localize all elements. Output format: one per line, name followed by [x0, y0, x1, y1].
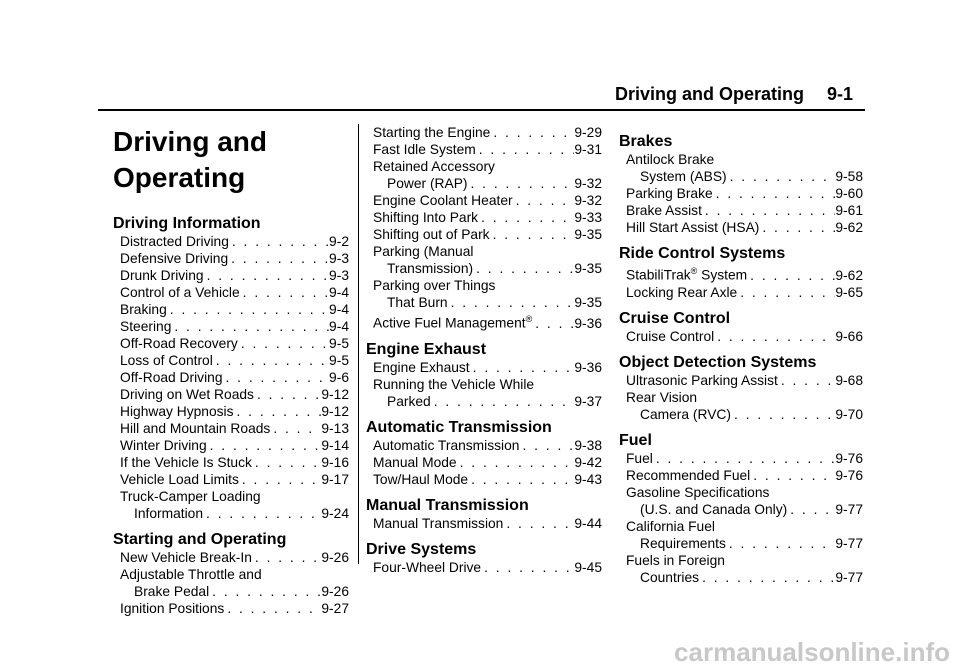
toc-entry-label: Antilock Brake — [626, 152, 715, 167]
dot-leader — [731, 406, 835, 423]
toc-entry-page: 9-43 — [574, 471, 602, 487]
toc-entry[interactable] — [373, 209, 602, 226]
toc-entry-continuation[interactable] — [120, 583, 349, 600]
section-heading: Engine Exhaust — [366, 340, 487, 358]
dot-leader — [270, 420, 321, 437]
toc-entry-label: Locking Rear Axle — [626, 284, 738, 300]
toc-entry-list — [373, 515, 602, 532]
toc-section-manual-transmission — [366, 496, 602, 532]
toc-entry[interactable] — [626, 151, 863, 168]
toc-entry-page: 9-76 — [835, 450, 863, 466]
toc-entry[interactable] — [120, 600, 349, 617]
toc-entry-page: 9-35 — [574, 295, 602, 310]
toc-entry-label: Retained Accessory — [373, 159, 495, 174]
toc-entry-page: 9-44 — [574, 515, 602, 531]
dot-leader — [714, 328, 835, 345]
toc-entry-page: 9-5 — [329, 353, 349, 368]
toc-section-driving-information — [113, 214, 349, 522]
toc-entry-page: 9-37 — [574, 393, 602, 409]
dot-leader — [240, 284, 329, 301]
dot-leader — [213, 352, 329, 369]
toc-entry-label: Off-Road Driving — [120, 370, 223, 385]
registered-mark: ® — [525, 314, 533, 324]
toc-entry-label: System (ABS) — [640, 169, 727, 184]
toc-entry-page: 9-70 — [835, 406, 863, 422]
toc-entry-page: 9-60 — [835, 186, 863, 201]
toc-entry[interactable] — [626, 185, 863, 202]
dot-leader — [727, 168, 836, 185]
dot-leader — [228, 250, 329, 267]
toc-entry-label: Adjustable Throttle and — [120, 567, 262, 582]
toc-section-engine-exhaust — [366, 340, 602, 410]
toc-entry-label: Hill Start Assist (HSA) — [626, 220, 760, 235]
toc-entry-continuation[interactable] — [120, 505, 349, 522]
toc-entry[interactable] — [373, 515, 602, 532]
toc-entry-label: Truck-Camper Loading — [120, 489, 261, 504]
toc-entry-page: 9-35 — [574, 227, 602, 242]
toc-entry-label: Manual Transmission — [373, 515, 504, 531]
toc-entry-label: Engine Coolant Heater — [373, 193, 513, 208]
toc-entry-page: 9-12 — [321, 404, 349, 419]
toc-entry-page: 9-62 — [835, 220, 863, 235]
section-heading: Drive Systems — [366, 540, 477, 558]
toc-entry[interactable] — [120, 250, 349, 267]
toc-entry[interactable] — [120, 403, 349, 420]
toc-entry-label: That Burn — [387, 295, 448, 310]
toc-entry-list — [626, 328, 863, 345]
toc-entry-list — [373, 559, 602, 576]
toc-entry[interactable] — [626, 552, 863, 569]
toc-entry-label: Parking Brake — [626, 186, 713, 201]
toc-entry[interactable] — [120, 566, 349, 583]
dot-leader — [490, 226, 575, 243]
toc-entry-label: Highway Hypnosis — [120, 404, 234, 419]
toc-entry-label: Running the Vehicle While — [373, 376, 535, 392]
toc-entry-page: 9-14 — [321, 438, 349, 453]
toc-entry-label: Power (RAP) — [387, 176, 468, 191]
toc-entry-list — [373, 124, 602, 332]
toc-entry[interactable] — [373, 359, 602, 376]
toc-entry-list — [373, 359, 602, 410]
toc-section-object-detection-systems — [619, 353, 863, 423]
toc-entry-continuation[interactable] — [626, 569, 863, 586]
toc-entry-list — [626, 372, 863, 423]
toc-entry-label: Hill and Mountain Roads — [120, 421, 271, 436]
toc-entry-page: 9-4 — [329, 285, 349, 300]
toc-entry-label: Manual Mode — [373, 454, 457, 470]
dot-leader — [778, 372, 836, 389]
toc-entry-label: Recommended Fuel — [626, 467, 751, 483]
toc-entry-label: Tow/Haul Mode — [373, 471, 469, 487]
toc-entry-page: 9-61 — [835, 203, 863, 218]
toc-entry-label: Four-Wheel Drive — [373, 559, 482, 575]
toc-entry-page: 9-65 — [835, 284, 863, 300]
toc-entry-page: 9-77 — [835, 535, 863, 551]
dot-leader — [759, 219, 835, 236]
toc-entry-continuation[interactable] — [626, 535, 863, 552]
chapter-title-line-2: Operating — [113, 162, 246, 193]
toc-entry-page: 9-2 — [329, 234, 349, 249]
toc-entry[interactable] — [626, 202, 863, 219]
toc-entry-page: 9-6 — [329, 370, 349, 385]
toc-entry-page: 9-77 — [835, 501, 863, 517]
toc-entry-label: Transmission) — [387, 261, 474, 276]
toc-entry-list — [373, 437, 602, 488]
toc-entry[interactable] — [626, 219, 863, 236]
toc-entry-label: Loss of Control — [120, 353, 213, 368]
toc-column-1 — [113, 124, 349, 617]
dot-leader — [747, 267, 835, 284]
toc-entry[interactable] — [373, 226, 602, 243]
toc-entry[interactable] — [373, 124, 602, 141]
toc-entry-label: Distracted Driving — [120, 234, 229, 249]
dot-leader — [481, 559, 574, 576]
toc-entry-label: Driving on Wet Roads — [120, 387, 254, 402]
toc-entry-page: 9-26 — [321, 584, 349, 599]
toc-entry-continuation[interactable] — [626, 168, 863, 185]
toc-section-starting-and-operating — [366, 124, 602, 332]
toc-entry-page: 9-3 — [329, 268, 349, 283]
toc-entry-label: (U.S. and Canada Only) — [640, 501, 788, 517]
toc-entry-label: Brake Pedal — [134, 584, 210, 599]
dot-leader — [203, 505, 321, 522]
dot-leader — [699, 569, 835, 586]
watermark: carmanualsonline.info — [674, 637, 950, 667]
toc-entry-label: Shifting Into Park — [373, 210, 479, 225]
toc-entry[interactable] — [120, 233, 349, 250]
toc-entry-label: Ultrasonic Parking Assist — [626, 372, 778, 388]
toc-entry[interactable] — [626, 518, 863, 535]
toc-entry-page: 9-68 — [835, 372, 863, 388]
toc-entry-continuation[interactable] — [373, 294, 602, 311]
toc-entry-page: 9-16 — [321, 455, 349, 470]
section-heading: Cruise Control — [619, 309, 731, 327]
dot-leader — [207, 437, 322, 454]
toc-entry-page: 9-36 — [574, 315, 602, 331]
chapter-title — [113, 124, 349, 196]
toc-entry[interactable] — [373, 158, 602, 175]
toc-entry-label: Parked — [387, 393, 431, 409]
toc-entry-page: 9-45 — [574, 559, 602, 575]
toc-entry[interactable] — [626, 328, 863, 345]
toc-entry-continuation[interactable] — [373, 175, 602, 192]
toc-entry[interactable] — [120, 284, 349, 301]
dot-leader — [737, 284, 835, 301]
toc-entry-page: 9-27 — [321, 601, 349, 616]
toc-entry[interactable] — [120, 318, 349, 335]
toc-entry-page: 9-36 — [574, 359, 602, 375]
toc-entry-label: Brake Assist — [626, 203, 702, 218]
dot-leader — [787, 501, 835, 518]
toc-entry-label: Drunk Driving — [120, 268, 204, 283]
toc-entry[interactable] — [373, 559, 602, 576]
toc-section-automatic-transmission — [366, 418, 602, 488]
toc-entry[interactable] — [626, 263, 863, 284]
toc-entry-label: Steering — [120, 319, 172, 334]
dot-leader — [470, 359, 575, 376]
toc-entry-label: If the Vehicle Is Stuck — [120, 455, 252, 470]
toc-entry-list — [626, 450, 863, 586]
dot-leader — [457, 454, 575, 471]
toc-entry-page: 9-31 — [574, 142, 602, 157]
dot-leader — [238, 335, 329, 352]
toc-entry-page: 9-4 — [329, 319, 349, 334]
toc-entry-label: Winter Driving — [120, 438, 207, 453]
toc-entry[interactable] — [120, 454, 349, 471]
toc-entry-label: Defensive Driving — [120, 251, 229, 266]
toc-entry[interactable] — [120, 335, 349, 352]
dot-leader — [503, 515, 574, 532]
running-header-page-number: 9-1 — [827, 84, 854, 104]
toc-entry-label: Cruise Control — [626, 328, 715, 344]
dot-leader — [171, 318, 329, 335]
toc-entry-label: Requirements — [640, 535, 726, 551]
toc-entry-label: Countries — [640, 569, 700, 585]
toc-entry[interactable] — [626, 389, 863, 406]
toc-entry-page: 9-66 — [835, 328, 863, 344]
toc-entry-continuation[interactable] — [626, 406, 863, 423]
toc-entry-label: Active Fuel Management® — [373, 314, 533, 331]
dot-leader — [239, 471, 321, 488]
toc-entry-label: Rear Vision — [626, 389, 698, 405]
toc-entry-label: California Fuel — [626, 518, 715, 534]
section-heading: Manual Transmission — [366, 496, 529, 514]
toc-entry[interactable] — [626, 467, 863, 484]
chapter-title-line-1: Driving and — [113, 126, 268, 157]
toc-entry-label: Braking — [120, 302, 167, 317]
toc-entry[interactable] — [120, 471, 349, 488]
dot-leader — [167, 301, 329, 318]
toc-entry-page: 9-26 — [321, 550, 349, 565]
toc-entry-label: Parking (Manual — [373, 244, 474, 259]
dot-leader — [468, 471, 574, 488]
toc-entry[interactable] — [120, 549, 349, 566]
toc-entry-label: Control of a Vehicle — [120, 285, 240, 300]
toc-section-brakes — [619, 132, 863, 236]
toc-entry[interactable] — [626, 484, 863, 501]
dot-leader — [473, 260, 574, 277]
dot-leader — [224, 600, 321, 617]
column-divider — [358, 124, 359, 564]
dot-leader — [726, 535, 835, 552]
toc-entry-label: StabiliTrak® System — [626, 266, 748, 283]
dot-leader — [519, 437, 574, 454]
toc-entry-page: 9-77 — [835, 569, 863, 585]
toc-entry[interactable] — [373, 376, 602, 393]
toc-entry-page: 9-13 — [321, 421, 349, 436]
section-heading: Ride Control Systems — [619, 245, 786, 262]
toc-entry-label: Off-Road Recovery — [120, 336, 238, 351]
dot-leader — [653, 450, 836, 467]
section-heading: Brakes — [619, 133, 673, 150]
toc-entry-list — [120, 233, 349, 522]
toc-entry-page: 9-33 — [574, 210, 602, 225]
dot-leader — [431, 393, 575, 410]
toc-entry-page: 9-32 — [574, 176, 602, 191]
toc-entry-label: Ignition Positions — [120, 601, 225, 616]
toc-entry[interactable] — [120, 488, 349, 505]
toc-section-fuel — [619, 431, 863, 586]
toc-entry[interactable] — [120, 437, 349, 454]
dot-leader — [490, 124, 574, 141]
toc-entry-page: 9-76 — [835, 467, 863, 483]
toc-section-starting-and-operating — [113, 530, 349, 617]
toc-entry[interactable] — [373, 141, 602, 158]
toc-entry-page: 9-17 — [321, 472, 349, 487]
dot-leader — [478, 209, 574, 226]
dot-leader — [204, 267, 329, 284]
toc-entry-page: 9-62 — [835, 267, 863, 283]
dot-leader — [252, 454, 321, 471]
toc-entry[interactable] — [373, 311, 602, 332]
dot-leader — [468, 175, 575, 192]
toc-section-ride-control-systems — [619, 244, 863, 301]
toc-entry[interactable] — [373, 243, 602, 260]
toc-entry-page: 9-5 — [329, 336, 349, 351]
section-heading: Driving Information — [113, 215, 261, 232]
toc-entry[interactable] — [120, 420, 349, 437]
toc-entry[interactable] — [373, 437, 602, 454]
dot-leader — [254, 386, 321, 403]
toc-entry[interactable] — [120, 352, 349, 369]
toc-entry-continuation[interactable] — [373, 393, 602, 410]
toc-entry-list — [626, 151, 863, 236]
toc-entry-label: Gasoline Specifications — [626, 484, 770, 500]
dot-leader — [476, 141, 575, 158]
dot-leader — [234, 403, 322, 420]
toc-entry[interactable] — [626, 284, 863, 301]
dot-leader — [513, 192, 575, 209]
registered-mark: ® — [690, 266, 698, 276]
dot-leader — [252, 549, 321, 566]
toc-section-drive-systems — [366, 540, 602, 576]
dot-leader — [229, 233, 329, 250]
dot-leader — [448, 294, 575, 311]
dot-leader — [702, 202, 835, 219]
toc-entry-label: Shifting out of Park — [373, 227, 490, 242]
section-heading: Fuel — [619, 431, 652, 449]
toc-entry-continuation[interactable] — [373, 260, 602, 277]
toc-entry-page: 9-35 — [574, 261, 602, 276]
toc-entry-label: Camera (RVC) — [640, 406, 731, 422]
toc-entry-label: Fuel — [626, 450, 653, 466]
toc-section-cruise-control — [619, 309, 863, 345]
toc-entry[interactable] — [120, 386, 349, 403]
dot-leader — [713, 185, 836, 202]
dot-leader — [750, 467, 835, 484]
toc-entry-page: 9-29 — [574, 125, 602, 140]
toc-entry[interactable] — [373, 471, 602, 488]
running-header-title: Driving and Operating — [615, 84, 805, 104]
toc-entry-list — [626, 263, 863, 301]
toc-entry-page: 9-3 — [329, 251, 349, 266]
toc-entry-page: 9-32 — [574, 193, 602, 208]
toc-entry[interactable] — [626, 450, 863, 467]
toc-entry-page: 9-42 — [574, 454, 602, 470]
toc-entry-label: Fuels in Foreign — [626, 552, 725, 568]
dot-leader — [532, 315, 574, 332]
page-header — [0, 0, 960, 110]
section-heading: Automatic Transmission — [366, 418, 552, 436]
toc-entry-label: New Vehicle Break-In — [120, 550, 252, 565]
toc-column-3 — [619, 124, 863, 586]
toc-entry-label: Parking over Things — [373, 278, 496, 293]
toc-entry-label: Automatic Transmission — [373, 437, 520, 453]
toc-entry-label: Vehicle Load Limits — [120, 472, 239, 487]
section-heading: Object Detection Systems — [619, 353, 817, 371]
toc-entry-continuation[interactable] — [626, 501, 863, 518]
toc-entry[interactable] — [373, 454, 602, 471]
toc-entry-list — [120, 549, 349, 617]
dot-leader — [223, 369, 330, 386]
toc-column-2 — [366, 124, 602, 576]
section-heading: Starting and Operating — [113, 531, 287, 548]
toc-entry-label: Information — [134, 506, 204, 521]
toc-entry[interactable] — [120, 369, 349, 386]
toc-entry[interactable] — [626, 372, 863, 389]
toc-entry[interactable] — [373, 277, 602, 294]
toc-entry-page: 9-12 — [321, 387, 349, 402]
toc-entry[interactable] — [120, 267, 349, 284]
toc-entry-label: Fast Idle System — [373, 142, 476, 157]
toc-entry-label: Starting the Engine — [373, 125, 491, 140]
toc-entry-label: Engine Exhaust — [373, 359, 470, 375]
toc-entry[interactable] — [120, 301, 349, 318]
header-rule — [98, 109, 865, 111]
toc-entry-page: 9-4 — [329, 302, 349, 317]
toc-entry[interactable] — [373, 192, 602, 209]
toc-entry-page: 9-38 — [574, 437, 602, 453]
dot-leader — [209, 583, 321, 600]
toc-entry-page: 9-58 — [835, 169, 863, 184]
toc-entry-page: 9-24 — [321, 506, 349, 521]
